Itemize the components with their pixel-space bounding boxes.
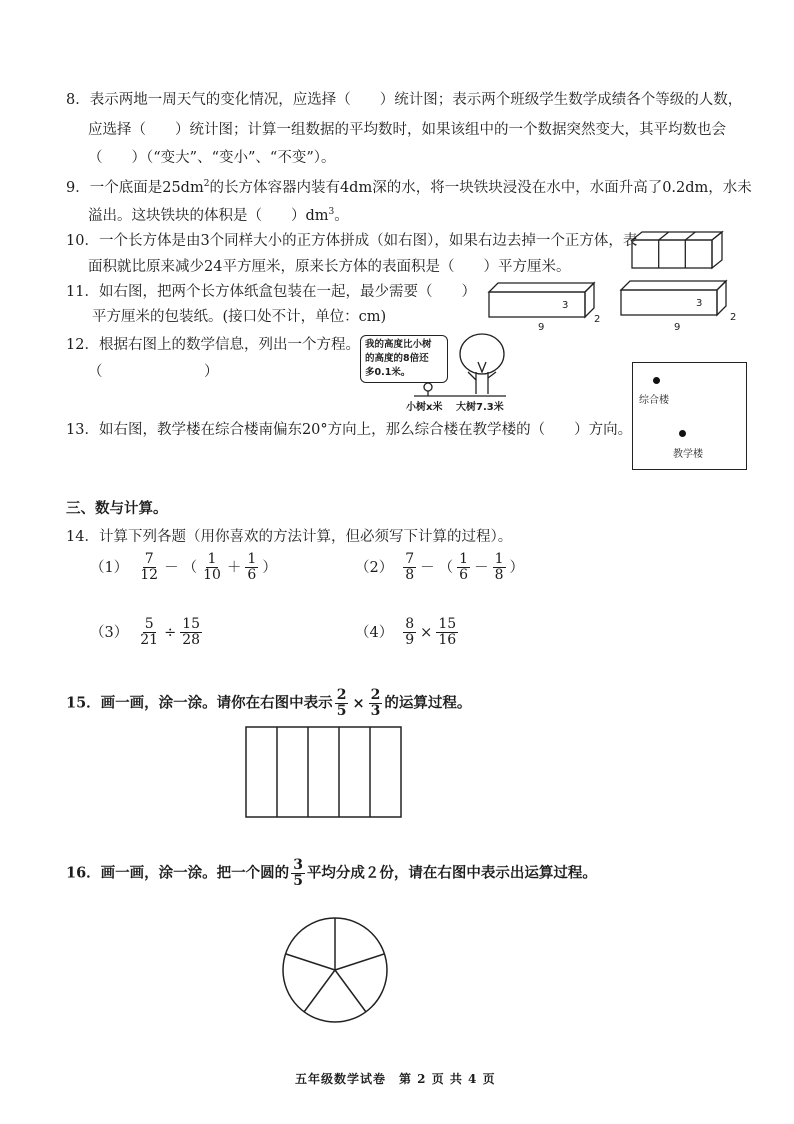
numerator: 2: [336, 687, 347, 703]
operator: －: [474, 559, 489, 576]
big-tree-label: 大树7.3米: [456, 402, 504, 413]
q10-line1: 10．一个长方体是由3个同样大小的正方体拼成（如右图），如果右边去掉一个正方体，表: [66, 233, 638, 249]
paren: ）: [262, 559, 277, 576]
box-left-width-label: 2: [594, 314, 601, 325]
building-a-label: 综合楼: [639, 395, 669, 406]
paren: （: [438, 559, 454, 576]
box-figure-right: [618, 278, 730, 318]
q9-sup-3: 3: [328, 207, 335, 217]
bubble-line-3: 多0.1米。: [365, 367, 411, 378]
fraction: [369, 688, 383, 719]
q9-line2-b: 。: [334, 207, 349, 224]
q9-line1-a: 9．一个底面是25dm: [66, 179, 204, 196]
numerator: 15: [438, 616, 457, 632]
building-b-label: 教学楼: [673, 449, 703, 460]
fraction: [436, 617, 458, 648]
denominator: 6: [247, 567, 257, 583]
q14-p3-tag: （3）: [90, 624, 129, 641]
operator: ÷: [164, 624, 177, 641]
fraction: [138, 617, 160, 648]
fraction: [403, 552, 416, 583]
q9-line2: [88, 202, 349, 226]
fraction: [335, 688, 349, 719]
fraction: [291, 858, 305, 889]
numerator: 5: [144, 616, 154, 632]
q9-sup-2: 2: [203, 179, 210, 189]
q11-line2: 平方厘米的包装纸。(接口处不计，单位：cm): [92, 309, 387, 325]
q15-line: [66, 688, 471, 719]
q14-problem-1: [90, 552, 279, 583]
numerator: 3: [293, 857, 303, 873]
q14-problem-2: [355, 552, 526, 583]
operator: －: [420, 559, 435, 576]
denominator: 9: [405, 632, 415, 648]
q14-p1-tag: （1）: [90, 559, 129, 576]
q14-problem-4: [355, 617, 460, 648]
operator: ×: [352, 694, 365, 712]
q14-p4-tag: （4）: [355, 624, 394, 641]
box-right-height-label: 3: [696, 298, 703, 309]
box-left-length-label: 9: [538, 322, 545, 333]
section3-title: 三、数与计算。: [66, 500, 168, 517]
q12-answer-blank: （ ）: [88, 364, 219, 380]
numerator: 1: [494, 551, 504, 567]
numerator: 1: [247, 551, 257, 567]
q11-line1: 11．如右图，把两个长方体纸盒包装在一起，最少需要（ ）: [66, 284, 476, 300]
denominator: 8: [494, 567, 504, 583]
denominator: 12: [140, 567, 159, 583]
q14-title: 14．计算下列各题（用你喜欢的方法计算，但必须写下计算的过程）。: [66, 529, 513, 545]
fraction-rectangle[interactable]: [245, 725, 403, 820]
q14-p2-tag: （2）: [355, 559, 394, 576]
q9-line2-a: 溢出。这块铁块的体积是（ ）dm: [88, 207, 329, 224]
operator: ×: [420, 624, 433, 641]
bubble-line-1: 我的高度比小树: [365, 339, 432, 350]
q9-line1: [66, 174, 752, 198]
numerator: 8: [405, 616, 415, 632]
trees-illustration: [410, 332, 510, 402]
q9-line1-b: 的长方体容器内装有4dm深的水，将一块铁块浸没在水中，水面升高了0.2dm，水未: [209, 179, 752, 196]
denominator: 6: [459, 567, 469, 583]
q15-text-a: 15．画一画，涂一涂。请你在右图中表示: [66, 694, 333, 712]
bubble-line-2: 的高度的8倍还: [365, 353, 429, 364]
denominator: 21: [140, 632, 159, 648]
page-footer: 五年级数学试卷 第 2 页 共 4 页: [295, 1072, 496, 1086]
q8-line2: 应选择（ ）统计图；计算一组数据的平均数时，如果该组中的一个数据突然变大，其平均数也会: [88, 122, 726, 138]
three-cubes-figure: [630, 228, 730, 272]
fraction: [493, 552, 506, 583]
fraction: [403, 617, 416, 648]
q8-line1: 8．表示两地一周天气的变化情况，应选择（ ）统计图；表示两个班级学生数学成绩各个等级的人数，: [66, 92, 743, 108]
numerator: 1: [459, 551, 469, 567]
box-right-width-label: 2: [730, 312, 737, 323]
denominator: 3: [370, 703, 381, 719]
fraction: [138, 552, 160, 583]
denominator: 10: [203, 567, 221, 583]
numerator: 15: [182, 616, 201, 632]
q12-line1: 12．根据右图上的数学信息，列出一个方程。: [66, 337, 360, 353]
denominator: 5: [336, 703, 347, 719]
q15-text-b: 的运算过程。: [384, 694, 472, 712]
small-tree-label: 小树x米: [406, 402, 443, 413]
numerator: 7: [405, 551, 415, 567]
box-left-height-label: 3: [562, 300, 569, 311]
numerator: 1: [207, 551, 217, 567]
q16-line: [66, 858, 597, 889]
building-a-dot: [653, 377, 660, 384]
q16-text-b: 平均分成２份，请在右图中表示出运算过程。: [306, 864, 597, 882]
paren: ）: [509, 559, 524, 576]
q16-text-a: 16．画一画，涂一涂。把一个圆的: [66, 864, 290, 882]
numerator: 7: [144, 551, 154, 567]
fraction: [201, 552, 223, 583]
fraction: [180, 617, 202, 648]
box-figure-left: [486, 280, 598, 320]
q10-line2: 面积就比原来减少24平方厘米，原来长方体的表面积是（ ）平方厘米。: [88, 259, 571, 275]
operator: －: [164, 559, 179, 576]
denominator: 5: [293, 873, 303, 889]
q14-problem-3: [90, 617, 204, 648]
fraction-circle[interactable]: [280, 915, 390, 1025]
numerator: 2: [370, 687, 381, 703]
direction-map: [632, 362, 747, 470]
box-right-length-label: 9: [674, 322, 681, 333]
denominator: 28: [182, 632, 201, 648]
q8-line3: （ ）（“变大”、“变小”、“不变”）。: [88, 150, 336, 166]
denominator: 16: [438, 632, 457, 648]
q13-line1: 13．如右图，教学楼在综合楼南偏东20°方向上，那么综合楼在教学楼的（ ）方向。: [66, 422, 633, 438]
operator: ＋: [226, 559, 242, 576]
fraction: [245, 552, 258, 583]
building-b-dot: [679, 430, 686, 437]
paren: （: [182, 559, 198, 576]
fraction: [457, 552, 470, 583]
denominator: 8: [405, 567, 415, 583]
